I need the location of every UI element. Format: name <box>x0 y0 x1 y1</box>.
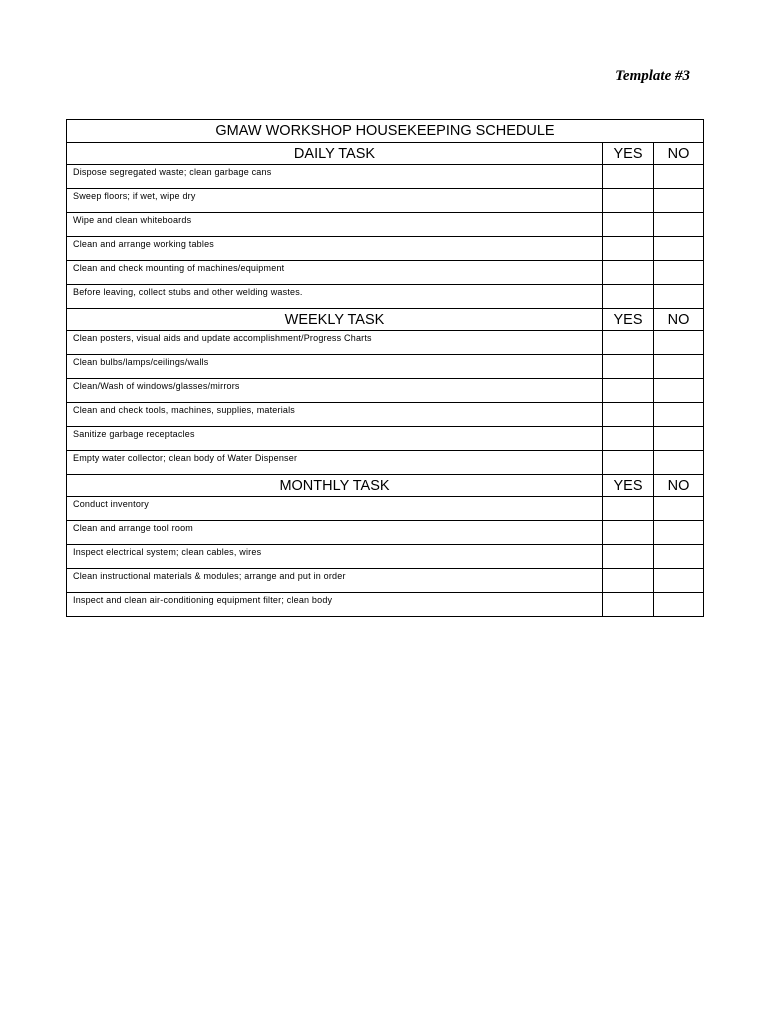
no-checkbox-cell[interactable] <box>654 165 704 189</box>
task-label: Inspect and clean air-conditioning equipment filter; clean body <box>67 593 603 617</box>
title-row <box>67 120 704 143</box>
no-checkbox-cell[interactable] <box>654 355 704 379</box>
task-row <box>67 403 704 427</box>
yes-checkbox-cell[interactable] <box>603 427 654 451</box>
section-header-row <box>67 475 704 497</box>
no-checkbox-cell[interactable] <box>654 427 704 451</box>
no-checkbox-cell[interactable] <box>654 213 704 237</box>
no-checkbox-cell[interactable] <box>654 285 704 309</box>
task-row <box>67 261 704 285</box>
yes-checkbox-cell[interactable] <box>603 261 654 285</box>
task-row <box>67 427 704 451</box>
task-row <box>67 569 704 593</box>
yes-checkbox-cell[interactable] <box>603 497 654 521</box>
task-row <box>67 331 704 355</box>
task-label: Sweep floors; if wet, wipe dry <box>67 189 603 213</box>
yes-checkbox-cell[interactable] <box>603 355 654 379</box>
task-label: Inspect electrical system; clean cables, wires <box>67 545 603 569</box>
no-checkbox-cell[interactable] <box>654 403 704 427</box>
task-row <box>67 355 704 379</box>
task-row <box>67 451 704 475</box>
task-row <box>67 379 704 403</box>
yes-checkbox-cell[interactable] <box>603 451 654 475</box>
yes-checkbox-cell[interactable] <box>603 165 654 189</box>
yes-column-header: YES <box>603 475 654 497</box>
task-row <box>67 285 704 309</box>
task-row <box>67 545 704 569</box>
no-checkbox-cell[interactable] <box>654 451 704 475</box>
yes-checkbox-cell[interactable] <box>603 403 654 427</box>
schedule-body <box>67 120 704 617</box>
task-row <box>67 189 704 213</box>
no-checkbox-cell[interactable] <box>654 189 704 213</box>
no-checkbox-cell[interactable] <box>654 521 704 545</box>
no-column-header: NO <box>654 143 704 165</box>
task-row <box>67 213 704 237</box>
section-heading-daily-task: DAILY TASK <box>67 143 603 165</box>
yes-column-header: YES <box>603 143 654 165</box>
no-checkbox-cell[interactable] <box>654 379 704 403</box>
yes-checkbox-cell[interactable] <box>603 379 654 403</box>
yes-checkbox-cell[interactable] <box>603 545 654 569</box>
no-checkbox-cell[interactable] <box>654 237 704 261</box>
task-row <box>67 521 704 545</box>
task-row <box>67 165 704 189</box>
template-label: Template #3 <box>615 68 690 84</box>
yes-checkbox-cell[interactable] <box>603 285 654 309</box>
task-label: Conduct inventory <box>67 497 603 521</box>
no-column-header: NO <box>654 475 704 497</box>
no-checkbox-cell[interactable] <box>654 569 704 593</box>
no-checkbox-cell[interactable] <box>654 261 704 285</box>
no-checkbox-cell[interactable] <box>654 497 704 521</box>
yes-checkbox-cell[interactable] <box>603 593 654 617</box>
task-row <box>67 593 704 617</box>
task-label: Empty water collector; clean body of Water Dispenser <box>67 451 603 475</box>
no-checkbox-cell[interactable] <box>654 331 704 355</box>
section-heading-monthly-task: MONTHLY TASK <box>67 475 603 497</box>
no-checkbox-cell[interactable] <box>654 545 704 569</box>
yes-checkbox-cell[interactable] <box>603 331 654 355</box>
section-header-row <box>67 309 704 331</box>
task-label: Sanitize garbage receptacles <box>67 427 603 451</box>
task-label: Clean and check tools, machines, supplies, materials <box>67 403 603 427</box>
task-label: Clean bulbs/lamps/ceilings/walls <box>67 355 603 379</box>
no-column-header: NO <box>654 309 704 331</box>
yes-checkbox-cell[interactable] <box>603 213 654 237</box>
schedule-title: GMAW WORKSHOP HOUSEKEEPING SCHEDULE <box>67 120 704 143</box>
task-label: Wipe and clean whiteboards <box>67 213 603 237</box>
task-label: Before leaving, collect stubs and other welding wastes. <box>67 285 603 309</box>
section-header-row <box>67 143 704 165</box>
task-label: Dispose segregated waste; clean garbage cans <box>67 165 603 189</box>
housekeeping-schedule-table <box>66 119 704 617</box>
task-label: Clean and arrange working tables <box>67 237 603 261</box>
yes-checkbox-cell[interactable] <box>603 521 654 545</box>
task-label: Clean and check mounting of machines/equipment <box>67 261 603 285</box>
no-checkbox-cell[interactable] <box>654 593 704 617</box>
task-label: Clean instructional materials & modules; arrange and put in order <box>67 569 603 593</box>
task-row <box>67 237 704 261</box>
task-label: Clean posters, visual aids and update accomplishment/Progress Charts <box>67 331 603 355</box>
yes-checkbox-cell[interactable] <box>603 237 654 261</box>
yes-checkbox-cell[interactable] <box>603 189 654 213</box>
yes-checkbox-cell[interactable] <box>603 569 654 593</box>
task-label: Clean and arrange tool room <box>67 521 603 545</box>
task-label: Clean/Wash of windows/glasses/mirrors <box>67 379 603 403</box>
task-row <box>67 497 704 521</box>
yes-column-header: YES <box>603 309 654 331</box>
section-heading-weekly-task: WEEKLY TASK <box>67 309 603 331</box>
